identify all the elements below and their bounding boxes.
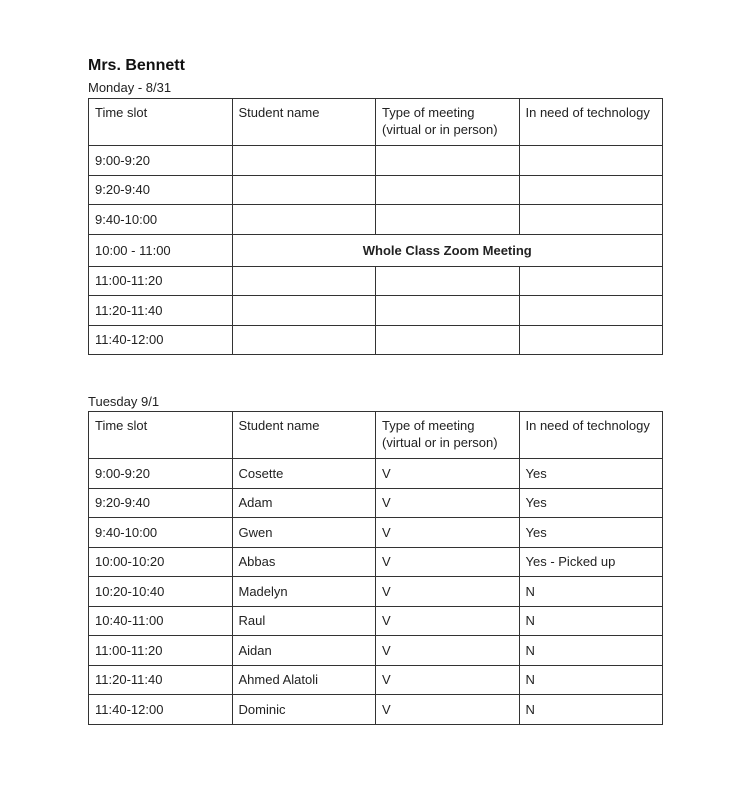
technology-cell: N (519, 636, 663, 666)
table-row (89, 518, 663, 548)
header-technology: In need of technology (519, 99, 663, 146)
student-name-cell: Cosette (232, 459, 376, 489)
student-name-cell: Abbas (232, 547, 376, 577)
student-name-cell (232, 205, 376, 235)
technology-cell: Yes - Picked up (519, 547, 663, 577)
technology-cell: Yes (519, 518, 663, 548)
table-row (89, 547, 663, 577)
time-slot-cell: 10:00 - 11:00 (89, 234, 233, 266)
table-header-row (89, 99, 663, 146)
time-slot-cell: 11:00-11:20 (89, 636, 233, 666)
meeting-type-cell (376, 266, 520, 296)
table-row (89, 146, 663, 176)
meeting-type-cell (376, 175, 520, 205)
tuesday-date-label: Tuesday 9/1 (88, 394, 160, 409)
header-technology: In need of technology (519, 412, 663, 459)
time-slot-cell: 9:40-10:00 (89, 205, 233, 235)
meeting-type-cell: V (376, 547, 520, 577)
student-name-cell: Aidan (232, 636, 376, 666)
technology-cell (519, 175, 663, 205)
table-row (89, 459, 663, 489)
header-meeting-type: Type of meeting (virtual or in person) (376, 99, 520, 146)
technology-cell: Yes (519, 488, 663, 518)
time-slot-cell: 9:00-9:20 (89, 146, 233, 176)
technology-cell (519, 266, 663, 296)
time-slot-cell: 11:40-12:00 (89, 325, 233, 355)
meeting-type-cell (376, 296, 520, 326)
student-name-cell: Adam (232, 488, 376, 518)
technology-cell (519, 146, 663, 176)
table-row (89, 325, 663, 355)
table-row (89, 636, 663, 666)
student-name-cell: Gwen (232, 518, 376, 548)
time-slot-cell: 9:20-9:40 (89, 488, 233, 518)
monday-schedule-table (88, 98, 663, 355)
header-time-slot: Time slot (89, 99, 233, 146)
header-meeting-type: Type of meeting (virtual or in person) (376, 412, 520, 459)
meeting-type-cell (376, 325, 520, 355)
table-row (89, 606, 663, 636)
time-slot-cell: 11:20-11:40 (89, 665, 233, 695)
technology-cell (519, 325, 663, 355)
meeting-type-cell: V (376, 695, 520, 725)
meeting-type-cell (376, 146, 520, 176)
table-header-row (89, 412, 663, 459)
technology-cell (519, 296, 663, 326)
table-row (89, 266, 663, 296)
table-row (89, 695, 663, 725)
meeting-type-cell: V (376, 488, 520, 518)
table-row (89, 205, 663, 235)
time-slot-cell: 9:20-9:40 (89, 175, 233, 205)
table-row (89, 234, 663, 266)
meeting-type-cell: V (376, 636, 520, 666)
technology-cell: Yes (519, 459, 663, 489)
time-slot-cell: 10:40-11:00 (89, 606, 233, 636)
table-row (89, 577, 663, 607)
student-name-cell: Ahmed Alatoli (232, 665, 376, 695)
time-slot-cell: 11:20-11:40 (89, 296, 233, 326)
time-slot-cell: 9:40-10:00 (89, 518, 233, 548)
student-name-cell: Raul (232, 606, 376, 636)
meeting-type-cell: V (376, 577, 520, 607)
student-name-cell (232, 325, 376, 355)
table-row (89, 488, 663, 518)
student-name-cell (232, 266, 376, 296)
time-slot-cell: 11:00-11:20 (89, 266, 233, 296)
header-time-slot: Time slot (89, 412, 233, 459)
meeting-type-cell: V (376, 459, 520, 489)
technology-cell (519, 205, 663, 235)
teacher-name: Mrs. Bennett (88, 57, 185, 74)
meeting-type-cell: V (376, 606, 520, 636)
technology-cell: N (519, 665, 663, 695)
time-slot-cell: 10:20-10:40 (89, 577, 233, 607)
meeting-type-cell: V (376, 665, 520, 695)
header-student-name: Student name (232, 412, 376, 459)
technology-cell: N (519, 606, 663, 636)
technology-cell: N (519, 695, 663, 725)
student-name-cell (232, 146, 376, 176)
table-row (89, 665, 663, 695)
time-slot-cell: 9:00-9:20 (89, 459, 233, 489)
student-name-cell (232, 175, 376, 205)
header-student-name: Student name (232, 99, 376, 146)
tuesday-schedule-table (88, 411, 663, 725)
meeting-type-cell: V (376, 518, 520, 548)
zoom-meeting-cell: Whole Class Zoom Meeting (232, 234, 663, 266)
student-name-cell: Dominic (232, 695, 376, 725)
time-slot-cell: 10:00-10:20 (89, 547, 233, 577)
monday-date-label: Monday - 8/31 (88, 80, 172, 95)
technology-cell: N (519, 577, 663, 607)
table-row (89, 296, 663, 326)
meeting-type-cell (376, 205, 520, 235)
table-row (89, 175, 663, 205)
time-slot-cell: 11:40-12:00 (89, 695, 233, 725)
student-name-cell: Madelyn (232, 577, 376, 607)
student-name-cell (232, 296, 376, 326)
